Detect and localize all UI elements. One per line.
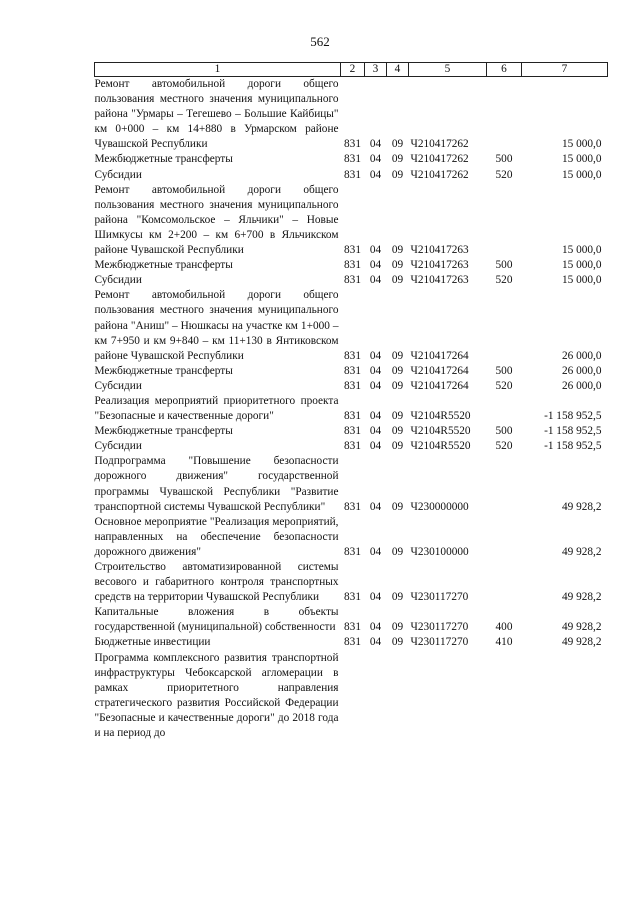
row-pr: 09 [391,591,404,604]
row-name: Программа комплексного развития транспортной инфраструктуры Чебоксарской агломерации в рамках приоритетного направления стратегического развития Российской Федерации "Безопасные и качественные дороги" до 2018 года и на период до [94,651,339,740]
row-rz: 04 [369,425,382,438]
page-number: 562 [310,34,330,49]
table-row [95,605,608,635]
row-name: Реализация мероприятий приоритетного проекта "Безопасные и качественные дороги" [94,394,339,423]
row-csr: Ч210417264 [410,379,469,392]
row-gr: 831 [344,274,361,287]
row-csr: Ч230117270 [410,621,469,634]
row-gr: 831 [344,500,361,513]
table-row [95,560,608,605]
row-csr: Ч210417262 [410,153,469,166]
row-pr: 09 [391,621,404,634]
row-csr: Ч230117270 [410,636,469,649]
row-pr: 09 [391,425,404,438]
row-vr: 410 [495,636,513,649]
row-csr: Ч230117270 [410,591,469,604]
row-csr: Ч230100000 [410,545,469,558]
row-gr: 831 [344,259,361,272]
table-row [95,424,608,439]
row-amount: 15 000,0 [561,274,602,287]
row-amount: -1 158 952,5 [544,440,602,453]
row-pr: 09 [391,545,404,558]
row-csr: Ч210417263 [410,259,469,272]
row-amount: -1 158 952,5 [544,410,602,423]
row-csr: Ч210417264 [410,364,469,377]
table-row [95,152,608,167]
row-vr [487,288,522,363]
row-csr: Ч2104R5520 [410,425,471,438]
column-header-3: 3 [365,63,387,77]
row-gr: 831 [344,244,361,257]
row-gr: 831 [344,364,361,377]
row-gr: 831 [344,138,361,151]
budget-table [94,62,608,741]
row-gr: 831 [344,349,361,362]
row-name: Субсидии [94,168,142,181]
row-vr: 500 [495,259,513,272]
row-rz: 04 [369,636,382,649]
row-gr: 831 [344,168,361,181]
row-pr: 09 [391,138,404,151]
row-vr: 500 [495,364,513,377]
row-pr: 09 [391,636,404,649]
row-vr [487,454,522,514]
row-name: Подпрограмма "Повышение безопасности дорожного движения" государственной программы Чувашской Республики "Развитие транспортной системы Чувашской Республики" [94,455,339,513]
table-row [95,454,608,514]
row-rz: 04 [369,379,382,392]
row-rz: 04 [369,500,382,513]
row-name: Ремонт автомобильной дороги общего пользования местного значения муниципального района "Урмары – Тегешево – Большие Кайбицы" км 0+000 – км 14+880 в Урмарском районе Чувашской Республики [94,78,339,151]
row-csr [409,651,487,742]
row-rz: 04 [369,410,382,423]
row-name: Бюджетные инвестиции [94,636,211,649]
row-gr: 831 [344,545,361,558]
row-amount: -1 158 952,5 [544,425,602,438]
row-rz: 04 [369,153,382,166]
row-name: Межбюджетные трансферты [94,259,233,272]
row-pr: 09 [391,349,404,362]
row-name: Строительство автоматизированной системы весового и габаритного контроля транспортных средств на территории Чувашской Республики [94,561,339,604]
row-name: Ремонт автомобильной дороги общего пользования местного значения муниципального района "Комсомольское – Яльчики" – Новые Шимкусы км 2+200 – км 6+700 в Яльчикском районе Чувашской Республики [94,183,339,257]
row-name: Межбюджетные трансферты [94,425,233,438]
row-amount: 26 000,0 [561,364,602,377]
row-pr: 09 [391,440,404,453]
row-rz: 04 [369,244,382,257]
table-row [95,258,608,273]
row-name: Капитальные вложения в объекты государственной (муниципальной) собственности [94,606,339,634]
row-amount: 49 928,2 [561,636,602,649]
row-pr: 09 [391,410,404,423]
row-pr: 09 [391,168,404,181]
table-row [95,651,608,742]
row-rz: 04 [369,591,382,604]
row-vr: 500 [495,425,513,438]
row-vr [487,394,522,424]
row-rz: 04 [369,349,382,362]
row-name: Межбюджетные трансферты [94,153,233,166]
row-amount: 49 928,2 [561,545,602,558]
row-name: Субсидии [94,274,142,287]
table-header [95,63,608,77]
table-row [95,364,608,379]
row-amount [522,651,608,742]
row-pr: 09 [391,259,404,272]
row-vr: 520 [495,379,513,392]
row-vr [487,515,522,560]
row-rz: 04 [369,138,382,151]
row-pr: 09 [391,379,404,392]
row-gr: 831 [344,425,361,438]
row-pr: 09 [391,153,404,166]
row-rz: 04 [369,364,382,377]
row-vr [487,183,522,258]
row-vr: 500 [495,153,513,166]
row-csr: Ч230000000 [410,500,469,513]
table-row [95,439,608,454]
table-row [95,273,608,288]
row-rz: 04 [369,168,382,181]
row-csr: Ч210417262 [410,138,469,151]
row-gr: 831 [344,410,361,423]
table-row [95,515,608,560]
row-vr [487,651,522,742]
row-vr: 400 [495,621,513,634]
table-row [95,77,608,153]
table-row [95,394,608,424]
table-row [95,183,608,258]
row-amount: 49 928,2 [561,500,602,513]
column-header-6: 6 [487,63,522,77]
row-gr: 831 [344,621,361,634]
row-vr [487,77,522,153]
table-row [95,379,608,394]
row-csr: Ч210417263 [410,244,469,257]
row-csr: Ч210417262 [410,168,469,181]
row-amount: 15 000,0 [561,244,602,257]
column-header-2: 2 [341,63,365,77]
row-amount: 15 000,0 [561,138,602,151]
column-header-4: 4 [387,63,409,77]
row-rz: 04 [369,259,382,272]
row-gr [341,651,365,742]
row-amount: 15 000,0 [561,153,602,166]
row-pr: 09 [391,364,404,377]
row-gr: 831 [344,440,361,453]
row-rz [365,651,387,742]
row-rz: 04 [369,440,382,453]
row-rz: 04 [369,545,382,558]
row-vr: 520 [495,274,513,287]
column-header-1: 1 [95,63,341,77]
row-name: Межбюджетные трансферты [94,364,233,377]
row-name: Субсидии [94,440,142,453]
row-gr: 831 [344,591,361,604]
row-csr: Ч2104R5520 [410,440,471,453]
row-amount: 49 928,2 [561,621,602,634]
row-pr: 09 [391,244,404,257]
row-gr: 831 [344,379,361,392]
row-csr: Ч210417263 [410,274,469,287]
table-row [95,288,608,363]
row-csr: Ч210417264 [410,349,469,362]
table-row [95,635,608,650]
row-amount: 26 000,0 [561,349,602,362]
row-pr [387,651,409,742]
table-row [95,168,608,183]
row-amount: 49 928,2 [561,591,602,604]
row-vr [487,560,522,605]
row-gr: 831 [344,153,361,166]
row-pr: 09 [391,500,404,513]
row-rz: 04 [369,621,382,634]
row-vr: 520 [495,168,513,181]
row-amount: 26 000,0 [561,379,602,392]
row-amount: 15 000,0 [561,259,602,272]
row-name: Основное мероприятие "Реализация мероприятий, направленных на обеспечение безопасности дорожного движения" [94,515,339,558]
row-name: Субсидии [94,379,142,392]
row-rz: 04 [369,274,382,287]
row-name: Ремонт автомобильной дороги общего пользования местного значения муниципального района "Аниш" – Нюшкасы на участке км 1+000 – км 7+950 и км 9+840 – км 11+130 в Янтиковском районе Чувашской Республики [94,289,339,362]
row-vr: 520 [495,440,513,453]
row-amount: 15 000,0 [561,168,602,181]
row-pr: 09 [391,274,404,287]
column-header-7: 7 [522,63,608,77]
table-body [95,77,608,742]
row-gr: 831 [344,636,361,649]
row-csr: Ч2104R5520 [410,410,471,423]
column-header-5: 5 [409,63,487,77]
